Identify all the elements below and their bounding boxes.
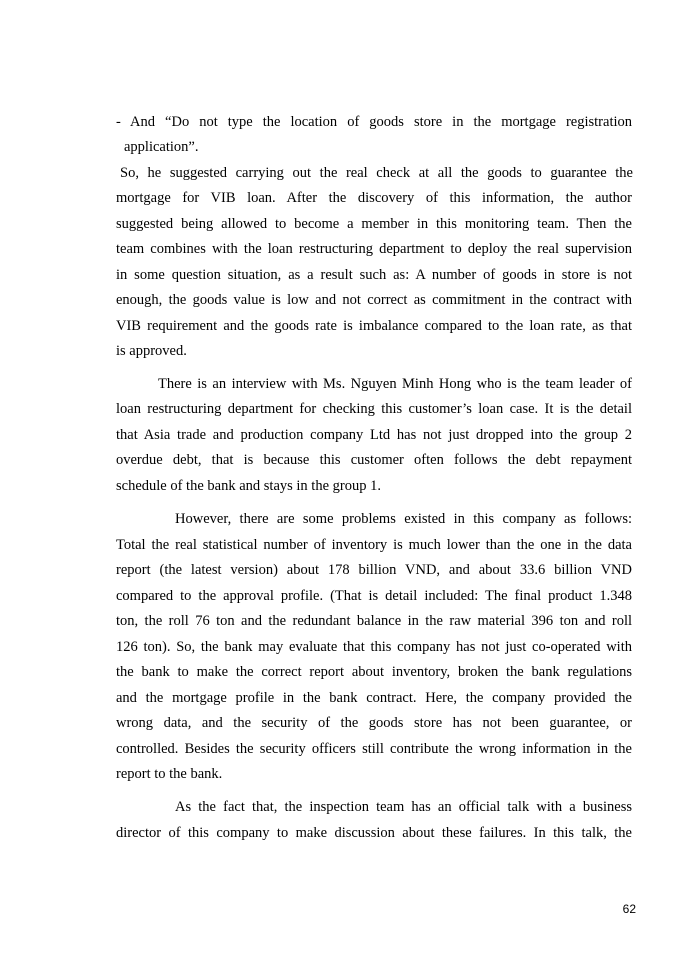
- text-line: director of this company to make discussion about these failures. In this talk, the: [116, 825, 632, 841]
- text-line: wrong data, and the security of the goods store has not been guarantee, or: [116, 715, 632, 731]
- text-line: overdue debt, that is because this customer often follows the debt repayment: [116, 452, 632, 468]
- text-line: report (the latest version) about 178 billion VND, and about 33.6 billion VND: [116, 562, 632, 578]
- text-line: enough, the goods value is low and not correct as commitment in the contract with: [116, 292, 632, 308]
- text-line: So, he suggested carrying out the real check at all the goods to guarantee the: [120, 165, 633, 181]
- text-line: schedule of the bank and stays in the group 1.: [116, 478, 381, 494]
- text-line: Total the real statistical number of inventory is much lower than the one in the data: [116, 537, 632, 553]
- text-line: is approved.: [116, 343, 187, 359]
- text-line: There is an interview with Ms. Nguyen Minh Hong who is the team leader of: [158, 376, 632, 392]
- text-line: and the mortgage profile in the bank contract. Here, the company provided the: [116, 690, 632, 706]
- text-line: compared to the approval profile. (That is detail included: The final product 1.348: [116, 588, 632, 604]
- text-line: report to the bank.: [116, 766, 223, 782]
- text-line: VIB requirement and the goods rate is imbalance compared to the loan rate, as that: [116, 318, 632, 334]
- text-line: suggested being allowed to become a member in this monitoring team. Then the: [116, 216, 632, 232]
- text-line: application”.: [124, 139, 199, 155]
- text-line: However, there are some problems existed in this company as follows:: [175, 511, 632, 527]
- text-line: ton, the roll 76 ton and the redundant balance in the raw material 396 ton and roll: [116, 613, 632, 629]
- text-line: controlled. Besides the security officers still contribute the wrong information in the: [116, 741, 632, 757]
- text-line: As the fact that, the inspection team has an official talk with a business: [175, 799, 632, 815]
- text-line: in some question situation, as a result such as: A number of goods in store is not: [116, 267, 632, 283]
- page-number: 62: [622, 902, 636, 916]
- text-line: that Asia trade and production company Ltd has not just dropped into the group 2: [116, 427, 632, 443]
- text-line: 126 ton). So, the bank may evaluate that this company has not just co-operated with: [116, 639, 632, 655]
- text-line: mortgage for VIB loan. After the discovery of this information, the author: [116, 190, 632, 206]
- text-line: the bank to make the correct report about inventory, broken the bank regulations: [116, 664, 632, 680]
- text-line: loan restructuring department for checking this customer’s loan case. It is the detail: [116, 401, 632, 417]
- text-line: team combines with the loan restructuring department to deploy the real supervision: [116, 241, 632, 257]
- text-line: - And “Do not type the location of goods store in the mortgage registration: [116, 114, 632, 130]
